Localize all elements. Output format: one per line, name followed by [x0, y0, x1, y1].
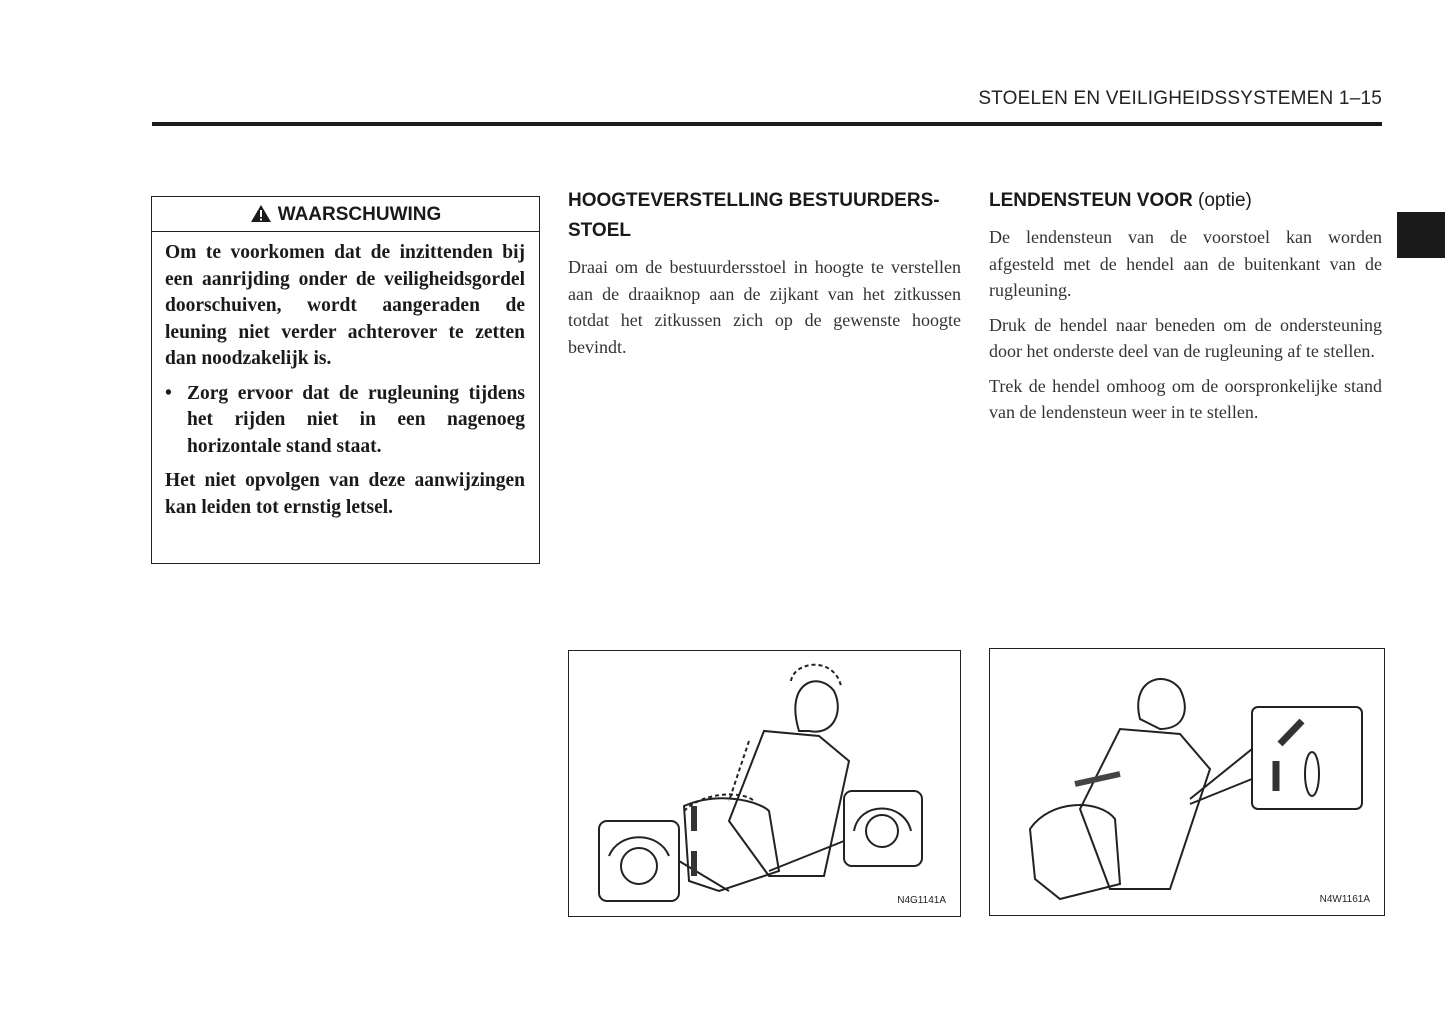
- warning-box: [151, 196, 540, 564]
- section-text: Draai om de bestuurdersstoel in hoogte te verstellen aan de draaiknop aan de zijkant van het zitkussen totdat het zitkussen zich op de gewenste hoogte bevindt.: [568, 257, 961, 357]
- warning-paragraph: Om te voorkomen dat de inzittenden bij een aanrijding onder de veiligheidsgordel doorschuiven, wordt aangeraden de leuning niet verder achterover te zetten dan noodzakelijk is.: [165, 242, 525, 369]
- section-heading: [989, 186, 1382, 216]
- warning-consequence: Het niet opvolgen van deze aanwijzingen kan leiden tot ernstig letsel.: [165, 470, 525, 518]
- section-text: De lendensteun van de voorstoel kan worden afgesteld met de hendel aan de buitenkant van de rugleuning.: [989, 227, 1382, 300]
- header-rule: [152, 122, 1382, 126]
- section-text: Druk de hendel naar beneden om de ondersteuning door het onderste deel van de rugleuning af te stellen.: [989, 314, 1382, 361]
- section-seat-height: [568, 186, 961, 368]
- lumbar-support-illustration: [989, 648, 1385, 916]
- seat-height-drawing: [569, 651, 960, 916]
- warning-triangle-icon: [250, 204, 272, 223]
- heading-text: LENDENSTEUN VOOR: [989, 190, 1193, 211]
- section-heading: HOOGTEVERSTELLING BESTUURDERS-STOEL: [568, 190, 940, 241]
- section-text: Trek de hendel omhoog om de oorspronkelijke stand van de lendensteun weer in te stellen.: [989, 375, 1382, 422]
- chapter-tab-marker: [1397, 212, 1445, 258]
- warning-title-text: WAARSCHUWING: [277, 204, 442, 225]
- figure-code: N4G1141A: [897, 895, 946, 906]
- warning-bullet-text: Zorg ervoor dat de rugleuning tijdens het rijden niet in een nagenoeg horizontale stand staat.: [187, 382, 525, 457]
- seat-height-illustration: [568, 650, 961, 917]
- page-header: STOELEN EN VEILIGHEIDSSYSTEMEN 1–15: [978, 88, 1382, 109]
- warning-title: [152, 197, 539, 232]
- bullet-icon: •: [165, 382, 172, 404]
- figure-code: N4W1161A: [1319, 894, 1370, 905]
- heading-suffix: (optie): [1198, 190, 1252, 211]
- section-lumbar-support: [989, 186, 1382, 434]
- lumbar-support-drawing: [990, 649, 1384, 915]
- warning-bullet: [165, 381, 525, 461]
